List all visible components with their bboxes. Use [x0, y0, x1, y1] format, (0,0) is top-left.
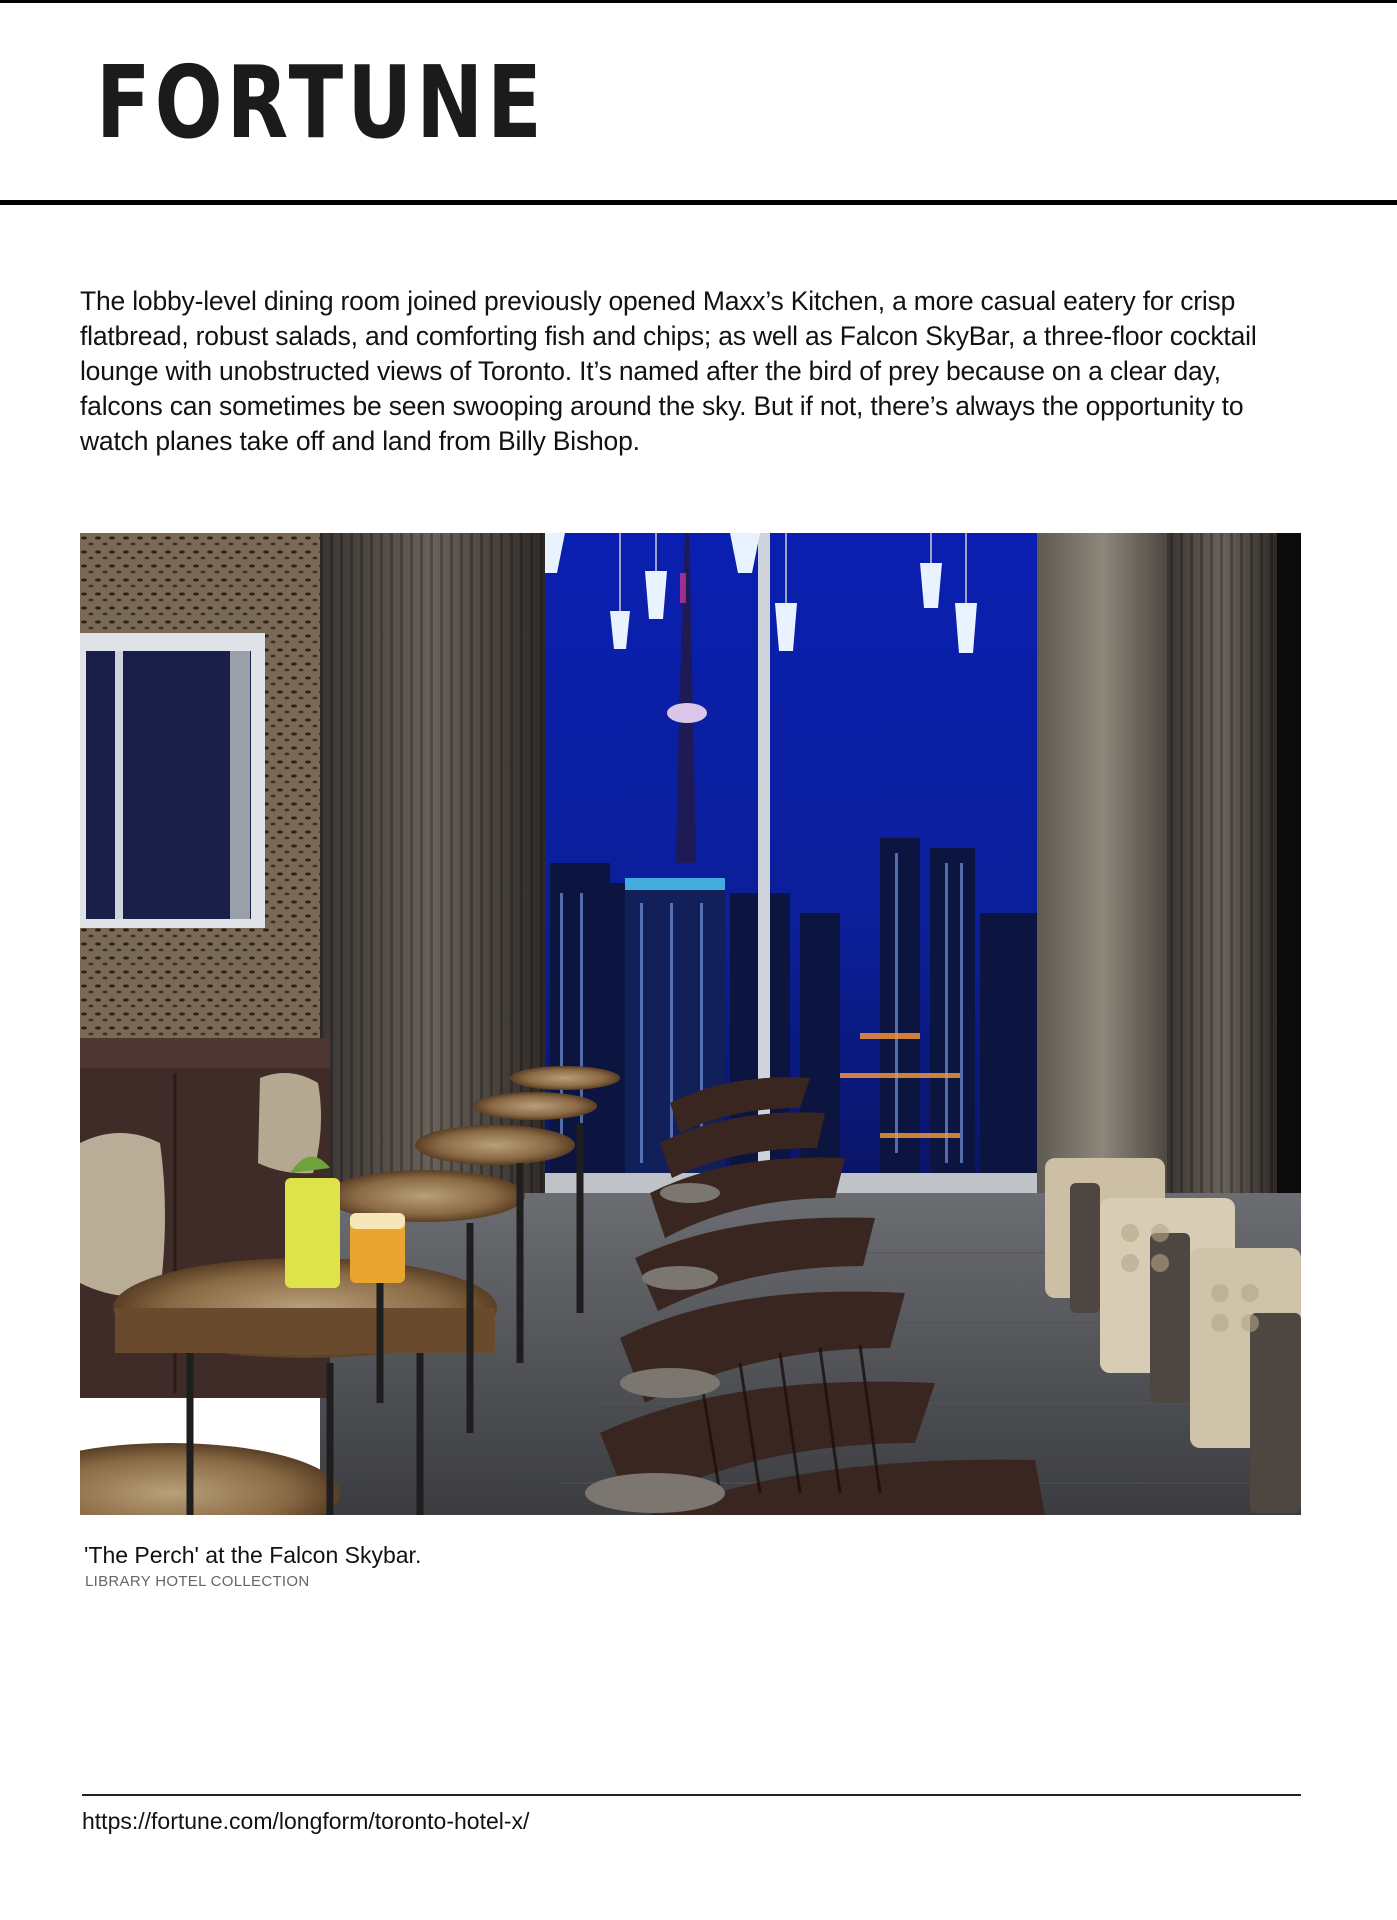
- photo-credit: LIBRARY HOTEL COLLECTION: [85, 1573, 310, 1590]
- source-url-link[interactable]: https://fortune.com/longform/toronto-hotel-x/: [82, 1808, 530, 1834]
- article-photo: [80, 533, 1301, 1515]
- footer-divider: [82, 1794, 1301, 1796]
- article-paragraph: The lobby-level dining room joined previously opened Maxx’s Kitchen, a more casual eatery for crisp flatbread, robust salads, and comforting fish and chips; as well as Falcon SkyBar, a three-floor cocktail lounge with unobstructed views of Toronto. It’s named after the bird of prey because on a clear day, falcons can sometimes be seen swooping around the sky. But if not, there’s always the opportunity to watch planes take off and land from Billy Bishop.: [80, 286, 1257, 456]
- photo-caption: 'The Perch' at the Falcon Skybar.: [84, 1542, 422, 1568]
- masthead-divider: [0, 200, 1397, 205]
- masthead: [0, 3, 1397, 201]
- fortune-logo[interactable]: FORTUNE: [96, 44, 546, 161]
